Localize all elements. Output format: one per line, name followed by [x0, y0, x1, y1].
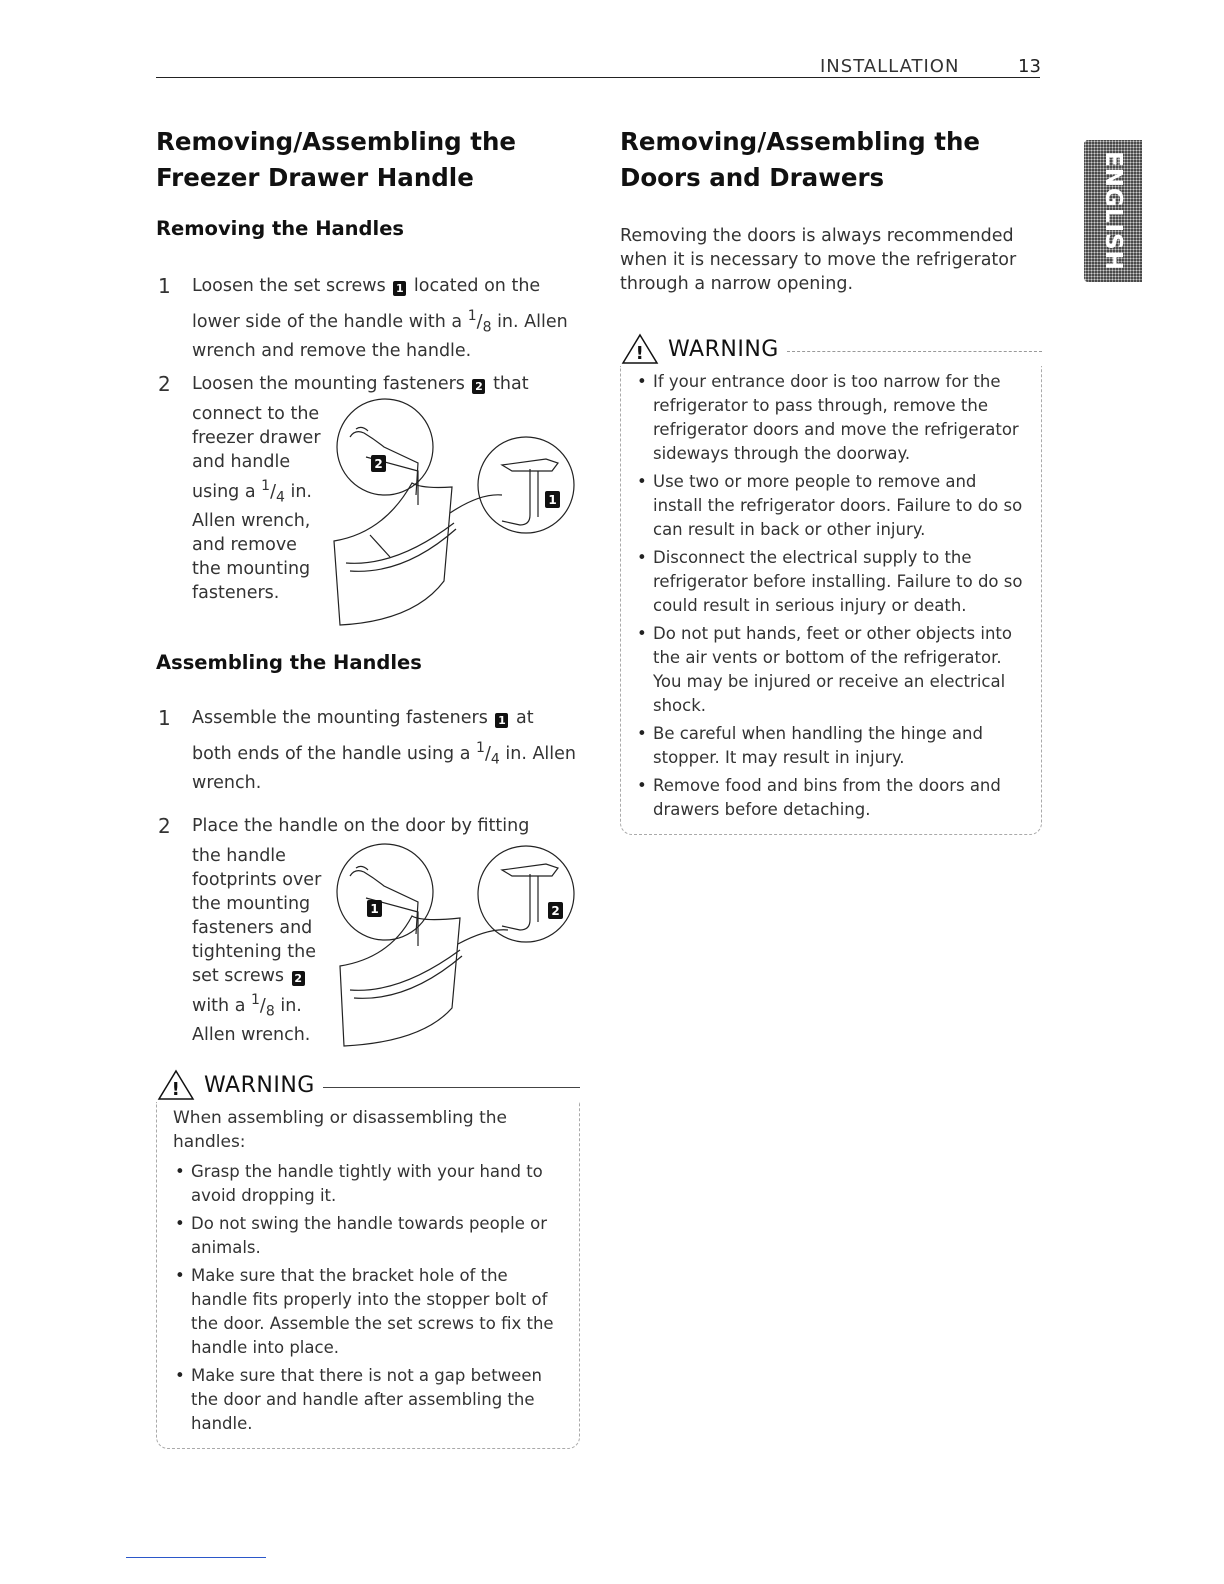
step-text: tightening the	[192, 942, 316, 962]
left-title-line2: Freezer Drawer Handle	[156, 163, 474, 192]
step-number: 1	[158, 274, 171, 298]
step-text: using a	[192, 481, 256, 502]
fraction-denominator: 8	[265, 1003, 275, 1020]
handle-removal-illustration	[330, 395, 580, 635]
right-warning-box	[620, 332, 1042, 835]
warning-triangle-icon	[156, 1068, 196, 1102]
step-text: freezer drawer	[192, 428, 321, 448]
step-text: wrench and remove the handle.	[192, 341, 472, 362]
warning-title-row	[156, 1068, 580, 1102]
step-text: that	[493, 374, 529, 394]
warning-title-row	[620, 332, 1042, 366]
step-text: Loosen the mounting fasteners	[192, 374, 465, 394]
step-text: fasteners.	[192, 583, 280, 604]
right-title-line2: Doors and Drawers	[620, 163, 885, 192]
right-intro-text: Removing the doors is always recommended when it is necessary to move the refrigerator through a narrow opening.	[620, 226, 1017, 294]
language-tab-label: ENGLISH	[1100, 151, 1126, 271]
step-text: and remove	[192, 535, 297, 556]
step-text: and handle	[192, 452, 291, 472]
warning-rule	[787, 351, 1042, 352]
left-warning-box	[156, 1068, 580, 1449]
fraction-denominator: 8	[482, 319, 492, 336]
warning-title: WARNING	[668, 336, 779, 362]
callout-badge: 1	[393, 281, 406, 296]
warning-item: • If your entrance door is too narrow for the refrigerator to pass through, remove the refrigerator doors and move the refrigerator sideways through the doorway.	[635, 370, 1031, 466]
page-number: 13	[1018, 56, 1041, 77]
step-text: connect to the	[192, 404, 320, 424]
callout-label: 2	[374, 457, 383, 471]
warning-triangle-icon	[620, 332, 660, 366]
header-section-title: INSTALLATION	[820, 56, 960, 77]
step-text: Allen wrench,	[192, 511, 311, 532]
step-number: 1	[158, 706, 171, 730]
warning-rule	[323, 1087, 580, 1088]
callout-label: 1	[370, 902, 379, 916]
right-title-line1: Removing/Assembling the	[620, 127, 981, 156]
assembling-step2-text: Place the handle on the door by fitting the handle footprints over the mounting fasteners and tightening the set screws 2 with a $^1/_8$ in. Allen wrench.	[192, 814, 582, 1047]
removing-step2-text: Loosen the mounting fasteners 2 that connect to the freezer drawer and handle using a $^1/_4$ in. Allen wrench, and remove the mounting fasteners.	[192, 372, 582, 605]
warning-item: • Grasp the handle tightly with your hand to avoid dropping it.	[173, 1160, 567, 1208]
warning-content	[620, 366, 1042, 835]
right-section-title	[620, 124, 980, 196]
assembling-step1-text: Assemble the mounting fasteners 1 at both ends of the handle using a $^1/_4$ in. Allen wrench.	[192, 706, 592, 795]
removing-step1-text: Loosen the set screws 1 located on the lower side of the handle with a $^1/_8$ in. Allen wrench and remove the handle.	[192, 274, 582, 363]
step-text: located on the	[413, 276, 541, 296]
assembling-heading: Assembling the Handles	[156, 651, 422, 674]
step-text: in.	[280, 995, 302, 1016]
step-text: Place the handle on the door by fitting	[192, 816, 530, 836]
fraction-denominator: 4	[275, 489, 285, 506]
warning-item: • Make sure that there is not a gap between the door and handle after assembling the handle.	[173, 1364, 567, 1436]
step-text: both ends of the handle using a	[192, 743, 471, 764]
callout-label: 2	[551, 904, 560, 918]
handle-assembly-illustration	[330, 840, 580, 1050]
warning-item: • Remove food and bins from the doors and drawers before detaching.	[635, 774, 1031, 822]
header-rule	[156, 77, 1040, 78]
warning-item: • Make sure that the bracket hole of the handle fits properly into the stopper bolt of the door. Assemble the set screws to fix the handle into place.	[173, 1264, 567, 1360]
left-title-line1: Removing/Assembling the	[156, 127, 517, 156]
fraction-numerator: 1	[251, 992, 260, 1008]
step-text: in.	[290, 481, 312, 502]
fraction-numerator: 1	[467, 308, 477, 324]
step-text: footprints over	[192, 870, 322, 890]
language-tab	[1084, 140, 1142, 282]
callout-badge: 1	[495, 713, 508, 728]
step-text: the handle	[192, 846, 286, 866]
step-text: lower side of the handle with a	[192, 311, 463, 332]
step-number: 2	[158, 814, 171, 838]
warning-item: • Do not put hands, feet or other objects into the air vents or bottom of the refrigerator. You may be injured or receive an electrical shock.	[635, 622, 1031, 718]
callout-badge: 2	[472, 379, 485, 394]
warning-intro: When assembling or disassembling the handles:	[173, 1108, 507, 1152]
step-text: in. Allen	[505, 743, 577, 764]
callout-badge: 2	[292, 971, 305, 986]
step-text: the mounting	[192, 559, 311, 580]
footer-rule	[126, 1557, 266, 1558]
svg-text:!: !	[171, 1079, 181, 1100]
warning-title: WARNING	[204, 1072, 315, 1098]
warning-list	[173, 1160, 567, 1436]
warning-item: • Do not swing the handle towards people or animals.	[173, 1212, 567, 1260]
warning-item: • Disconnect the electrical supply to the refrigerator before installing. Failure to do so could result in serious injury or death.	[635, 546, 1031, 618]
left-section-title	[156, 124, 516, 196]
removing-heading: Removing the Handles	[156, 217, 405, 240]
step-text: Loosen the set screws	[192, 276, 386, 296]
step-text: the mounting	[192, 894, 311, 914]
step-text: fasteners and	[192, 918, 313, 938]
warning-list	[635, 370, 1031, 822]
step-text: with a	[192, 995, 246, 1016]
fraction-numerator: 1	[261, 478, 271, 494]
svg-text:!: !	[635, 343, 645, 364]
step-text: set screws	[192, 966, 285, 986]
step-text: at	[515, 708, 534, 728]
warning-content	[156, 1102, 580, 1449]
fraction-numerator: 1	[476, 740, 485, 756]
warning-item: • Be careful when handling the hinge and stopper. It may result in injury.	[635, 722, 1031, 770]
fraction-denominator: 4	[490, 751, 500, 768]
step-text: Allen wrench.	[192, 1025, 311, 1046]
step-text: in. Allen	[497, 311, 568, 332]
step-number: 2	[158, 372, 171, 396]
step-text: wrench.	[192, 773, 262, 794]
callout-label: 1	[548, 493, 557, 507]
warning-item: • Use two or more people to remove and install the refrigerator doors. Failure to do so can result in back or other injury.	[635, 470, 1031, 542]
step-text: Assemble the mounting fasteners	[192, 708, 488, 728]
